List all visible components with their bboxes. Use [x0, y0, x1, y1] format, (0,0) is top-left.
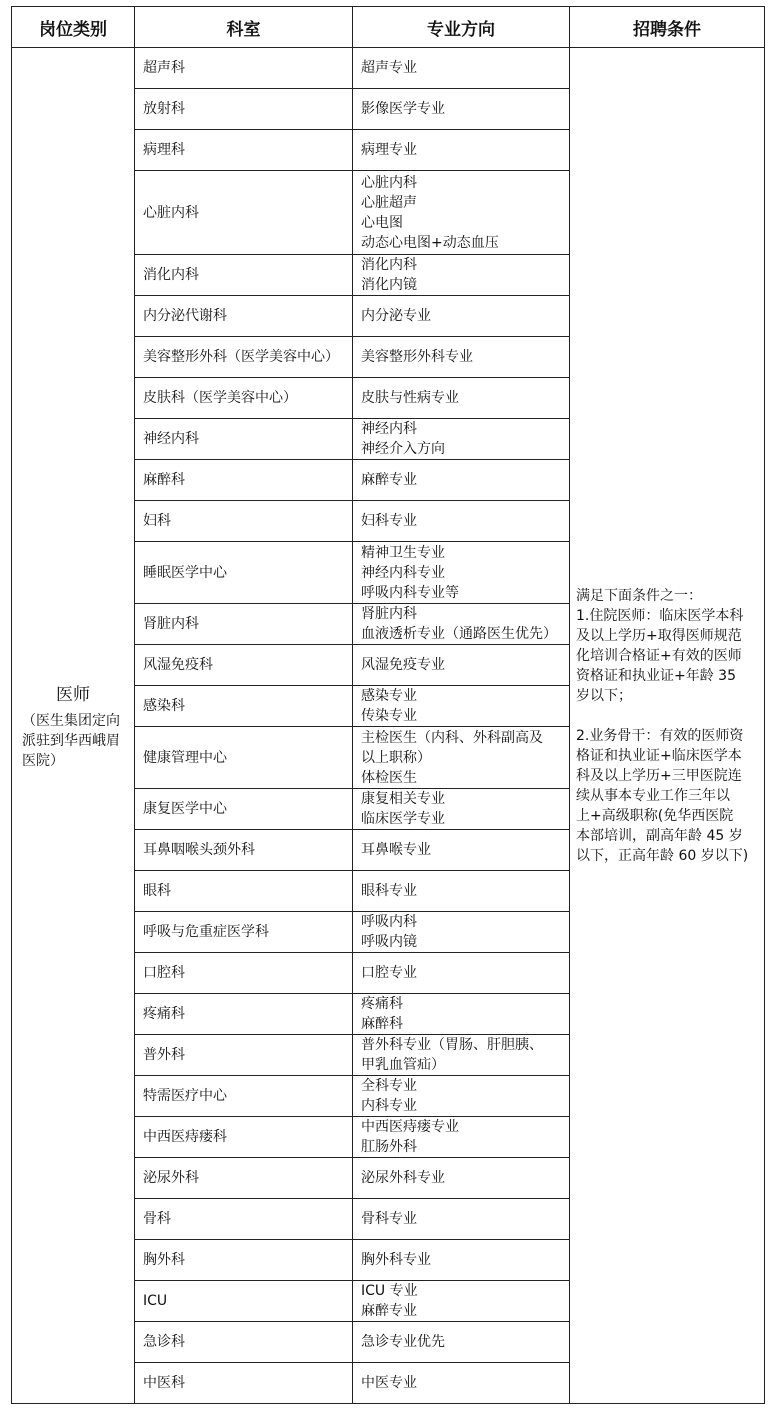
- conditions-line: 资格证和执业证+年龄 35: [576, 667, 736, 684]
- major-line: 麻醉科: [361, 1016, 403, 1032]
- major-cell: [353, 994, 570, 1035]
- major-line: 中西医痔瘘专业: [361, 1119, 459, 1135]
- header-major: 专业方向: [353, 7, 570, 48]
- department-cell: 口腔科: [135, 953, 353, 994]
- table-body: [12, 48, 765, 1404]
- major-line: 心脏超声: [361, 194, 417, 211]
- major-cell: [353, 789, 570, 830]
- major-line: 呼吸内科: [361, 914, 417, 930]
- table-row: [12, 48, 765, 89]
- major-cell: [353, 89, 570, 130]
- department-cell: 肾脏内科: [135, 604, 353, 645]
- department-cell: 妇科: [135, 501, 353, 542]
- major-cell: [353, 255, 570, 296]
- major-line: 美容整形外科专业: [361, 349, 473, 365]
- major-cell: [353, 645, 570, 686]
- major-line: 感染专业: [361, 688, 417, 704]
- major-line: 甲乳血管疝）: [361, 1057, 445, 1073]
- header-post-category: 岗位类别: [12, 7, 135, 48]
- major-cell: [353, 830, 570, 871]
- conditions-line: 科及以上学历+三甲医院连: [576, 767, 742, 784]
- major-line: 急诊专业优先: [361, 1334, 445, 1350]
- post-note-line: 派驻到华西峨眉: [22, 733, 120, 749]
- major-line: 呼吸内科专业等: [361, 584, 459, 601]
- recruitment-table-sheet: [11, 6, 764, 1404]
- conditions-line: 化培训合格证+有效的医师: [576, 647, 742, 664]
- conditions-line: 格证和执业证+临床医学本: [576, 747, 742, 764]
- major-line: 心电图: [361, 214, 403, 231]
- department-cell: 内分泌代谢科: [135, 296, 353, 337]
- major-cell: [353, 1281, 570, 1322]
- major-cell: [353, 419, 570, 460]
- major-line: 病理专业: [361, 142, 417, 158]
- major-cell: [353, 171, 570, 255]
- conditions-line: 本部培训，副高年龄 45 岁: [576, 827, 743, 844]
- conditions-line: 以下，正高年龄 60 岁以下): [576, 847, 749, 864]
- major-cell: [353, 337, 570, 378]
- major-cell: [353, 1076, 570, 1117]
- major-cell: [353, 871, 570, 912]
- major-line: 眼科专业: [361, 883, 417, 899]
- major-cell: [353, 1363, 570, 1404]
- major-cell: [353, 686, 570, 727]
- department-cell: 普外科: [135, 1035, 353, 1076]
- major-line: 心脏内科: [361, 174, 417, 191]
- department-cell: 睡眠医学中心: [135, 542, 353, 604]
- major-cell: [353, 296, 570, 337]
- post-note-line: （医生集团定向: [22, 713, 120, 729]
- post-title: 医师: [56, 685, 90, 705]
- major-line: 传染专业: [361, 708, 417, 724]
- department-cell: 胸外科: [135, 1240, 353, 1281]
- major-cell: [353, 912, 570, 953]
- major-line: 普外科专业（胃肠、肝胆胰、: [361, 1037, 543, 1053]
- major-line: 中医专业: [361, 1375, 417, 1391]
- recruitment-table: [11, 6, 765, 1404]
- department-cell: 耳鼻咽喉头颈外科: [135, 830, 353, 871]
- major-cell: [353, 460, 570, 501]
- department-cell: 中医科: [135, 1363, 353, 1404]
- major-line: 神经内科专业: [361, 564, 445, 581]
- department-cell: 呼吸与危重症医学科: [135, 912, 353, 953]
- conditions-line: 上+高级职称(免华西医院: [576, 807, 734, 824]
- major-line: 动态心电图+动态血压: [361, 234, 499, 251]
- major-cell: [353, 1035, 570, 1076]
- major-line: 主检医生（内科、外科副高及: [361, 729, 543, 746]
- major-line: 以上职称）: [361, 749, 431, 766]
- major-cell: [353, 378, 570, 419]
- major-line: 精神卫生专业: [361, 544, 445, 561]
- department-cell: 超声科: [135, 48, 353, 89]
- major-line: 影像医学专业: [361, 101, 445, 117]
- department-cell: 特需医疗中心: [135, 1076, 353, 1117]
- major-cell: [353, 48, 570, 89]
- major-line: ICU 专业: [361, 1283, 418, 1299]
- major-cell: [353, 130, 570, 171]
- post-note-line: 医院）: [22, 753, 64, 769]
- major-cell: [353, 501, 570, 542]
- header-conditions: 招聘条件: [570, 7, 765, 48]
- department-cell: 疼痛科: [135, 994, 353, 1035]
- department-cell: ICU: [135, 1281, 353, 1322]
- post-note: [16, 711, 130, 771]
- department-cell: 急诊科: [135, 1322, 353, 1363]
- department-cell: 病理科: [135, 130, 353, 171]
- conditions-line: 及以上学历+取得医师规范: [576, 627, 742, 644]
- department-cell: 感染科: [135, 686, 353, 727]
- major-line: 麻醉专业: [361, 1303, 417, 1319]
- major-cell: [353, 727, 570, 789]
- department-cell: 中西医痔瘘科: [135, 1117, 353, 1158]
- conditions-line: 满足下面条件之一：: [576, 587, 702, 604]
- department-cell: 眼科: [135, 871, 353, 912]
- major-line: 消化内科: [361, 257, 417, 273]
- major-line: 全科专业: [361, 1078, 417, 1094]
- major-line: 骨科专业: [361, 1211, 417, 1227]
- major-line: 血液透析专业（通路医生优先）: [361, 626, 557, 642]
- major-line: 呼吸内镜: [361, 934, 417, 950]
- major-cell: [353, 1117, 570, 1158]
- major-line: 耳鼻喉专业: [361, 842, 431, 858]
- major-line: 皮肤与性病专业: [361, 390, 459, 406]
- major-line: 肛肠外科: [361, 1139, 417, 1155]
- major-line: 内分泌专业: [361, 308, 431, 324]
- major-cell: [353, 604, 570, 645]
- major-line: 临床医学专业: [361, 811, 445, 827]
- department-cell: 皮肤科（医学美容中心）: [135, 378, 353, 419]
- major-line: 内科专业: [361, 1098, 417, 1114]
- conditions-line: 续从事本专业工作三年以: [576, 787, 730, 804]
- major-line: 疼痛科: [361, 996, 403, 1012]
- conditions-line: 岁以下；: [576, 687, 632, 704]
- major-line: 麻醉专业: [361, 472, 417, 488]
- department-cell: 骨科: [135, 1199, 353, 1240]
- major-line: 体检医生: [361, 769, 417, 786]
- conditions-line: 2.业务骨干：有效的医师资: [576, 727, 744, 744]
- major-line: 肾脏内科: [361, 606, 417, 622]
- department-cell: 消化内科: [135, 255, 353, 296]
- department-cell: 放射科: [135, 89, 353, 130]
- major-cell: [353, 542, 570, 604]
- major-line: 口腔专业: [361, 965, 417, 981]
- department-cell: 美容整形外科（医学美容中心）: [135, 337, 353, 378]
- conditions-gap: [576, 706, 758, 726]
- department-cell: 麻醉科: [135, 460, 353, 501]
- major-line: 神经介入方向: [361, 441, 445, 457]
- major-line: 消化内镜: [361, 277, 417, 293]
- department-cell: 神经内科: [135, 419, 353, 460]
- department-cell: 心脏内科: [135, 171, 353, 255]
- department-cell: 泌尿外科: [135, 1158, 353, 1199]
- department-cell: 健康管理中心: [135, 727, 353, 789]
- conditions-cell: [570, 48, 765, 1404]
- major-cell: [353, 953, 570, 994]
- major-line: 泌尿外科专业: [361, 1170, 445, 1186]
- post-category-cell: [12, 48, 135, 1404]
- major-cell: [353, 1322, 570, 1363]
- major-line: 超声专业: [361, 60, 417, 76]
- major-line: 风湿免疫专业: [361, 657, 445, 673]
- department-cell: 风湿免疫科: [135, 645, 353, 686]
- department-cell: 康复医学中心: [135, 789, 353, 830]
- header-row: [12, 7, 765, 48]
- header-department: 科室: [135, 7, 353, 48]
- major-cell: [353, 1158, 570, 1199]
- major-line: 胸外科专业: [361, 1252, 431, 1268]
- major-line: 康复相关专业: [361, 791, 445, 807]
- major-line: 妇科专业: [361, 513, 417, 529]
- major-cell: [353, 1199, 570, 1240]
- major-line: 神经内科: [361, 421, 417, 437]
- major-cell: [353, 1240, 570, 1281]
- conditions-line: 1.住院医师：临床医学本科: [576, 607, 744, 624]
